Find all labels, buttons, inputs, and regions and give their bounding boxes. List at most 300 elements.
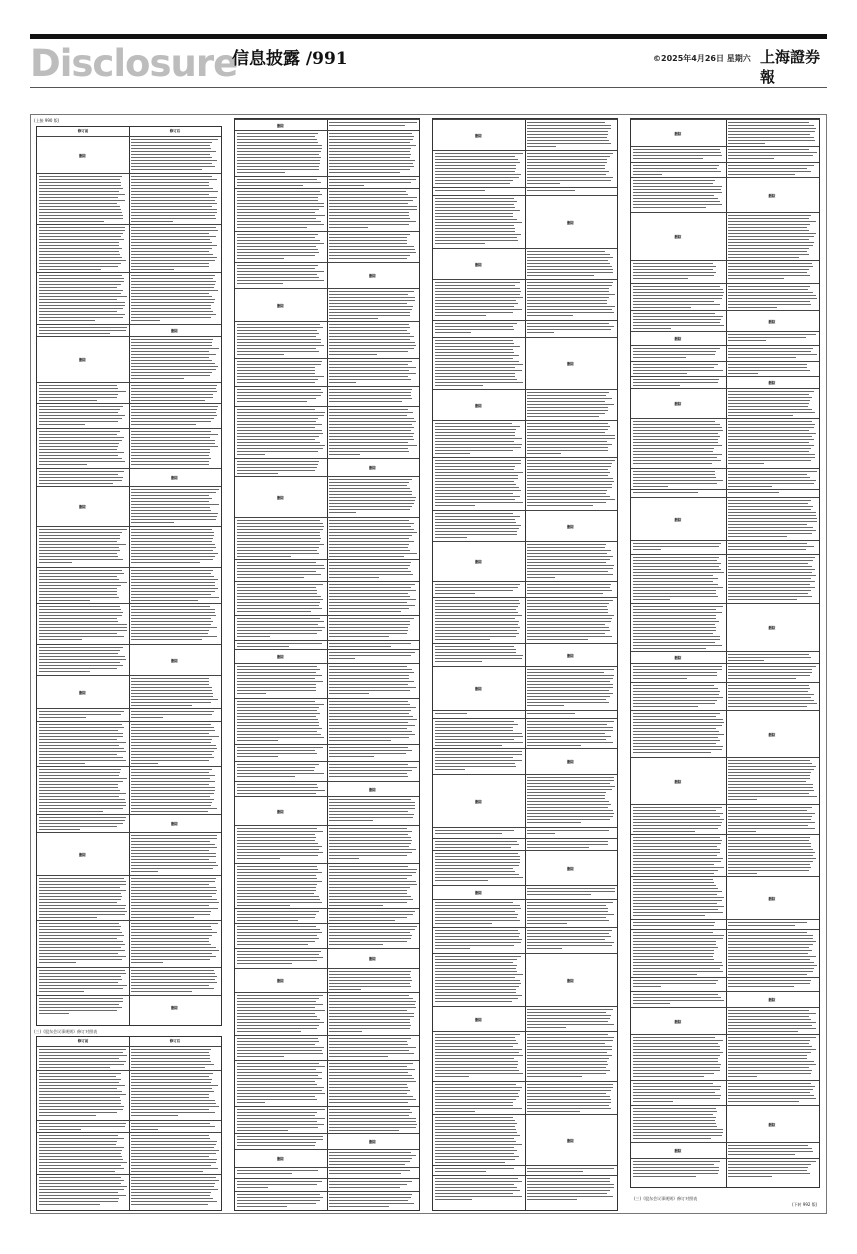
table-cell	[37, 403, 129, 428]
table-cell	[726, 540, 819, 554]
table-cell	[726, 757, 819, 804]
table-cell	[631, 331, 726, 345]
table-cell	[631, 1142, 726, 1158]
deleted-label: 删除	[475, 133, 482, 138]
table-cell	[37, 272, 129, 324]
deleted-label: 删除	[171, 476, 178, 480]
table-cell	[327, 761, 419, 781]
table-cell	[235, 698, 327, 744]
table-cell	[433, 885, 525, 899]
table-cell	[235, 1106, 327, 1133]
table-cell	[37, 644, 129, 675]
table-cell	[631, 991, 726, 1007]
table-cell	[726, 876, 819, 919]
table-cell	[129, 832, 221, 875]
table-cell	[726, 991, 819, 1007]
table-cell	[129, 336, 221, 382]
table-cell	[525, 597, 617, 643]
table-cell	[129, 428, 221, 468]
table-cell	[129, 1120, 221, 1132]
deleted-label: 删除	[768, 998, 776, 1002]
table-cell	[327, 559, 419, 581]
table-cell	[129, 1132, 221, 1174]
table-cell	[37, 995, 129, 1018]
header-before: 修订前	[77, 1039, 89, 1043]
deleted-label: 删除	[277, 979, 284, 983]
table-cell	[327, 406, 419, 458]
deleted-label: 删除	[79, 852, 86, 857]
table-cell	[726, 919, 819, 929]
table-cell	[235, 1060, 327, 1106]
table-cell	[235, 406, 327, 458]
table-cell	[235, 386, 327, 406]
table-cell	[726, 1034, 819, 1080]
table-cell	[37, 920, 129, 967]
table-cell	[129, 814, 221, 832]
table-cell	[726, 376, 819, 388]
table-cell	[433, 1175, 525, 1202]
table-cell	[327, 1060, 419, 1106]
table-cell	[235, 476, 327, 517]
table-cell	[37, 136, 129, 173]
table-cell	[525, 1031, 617, 1081]
deleted-label: 删除	[171, 1005, 178, 1010]
table-cell	[726, 651, 819, 663]
deleted-label: 删除	[674, 402, 682, 406]
deleted-label: 删除	[674, 131, 682, 136]
table-cell	[726, 331, 819, 345]
deleted-label: 删除	[674, 517, 682, 522]
table-cell	[327, 476, 419, 517]
sub-section-title: (三)《股东会议事规则》修订对照表	[634, 1196, 698, 1201]
deleted-label: 删除	[674, 779, 682, 784]
table-cell	[327, 1191, 419, 1210]
table-cell	[433, 953, 525, 1006]
masthead-divider	[30, 87, 827, 88]
masthead	[30, 44, 827, 84]
table-cell	[37, 1070, 129, 1120]
table-cell	[129, 136, 221, 173]
table-cell	[327, 581, 419, 615]
table-cell	[433, 279, 525, 320]
table-cell	[433, 899, 525, 927]
table-cell	[433, 581, 525, 597]
table-cell	[525, 195, 617, 248]
continued-from: (上接 990 版)	[34, 118, 60, 123]
table-cell	[631, 603, 726, 651]
deleted-label: 删除	[567, 760, 574, 764]
table-cell	[631, 361, 726, 376]
table-cell	[129, 526, 221, 567]
deleted-label: 删除	[567, 524, 574, 529]
table-cell	[37, 1120, 129, 1132]
table-cell	[37, 721, 129, 766]
table-cell	[525, 927, 617, 953]
table-cell	[37, 224, 129, 272]
table-cell	[37, 324, 129, 336]
table-cell	[327, 744, 419, 761]
table-cell	[235, 262, 327, 288]
table-cell	[525, 748, 617, 774]
table-cell	[433, 389, 525, 420]
table-cell	[129, 382, 221, 403]
deleted-label: 删除	[79, 153, 86, 158]
table-cell	[525, 1081, 617, 1114]
deleted-label: 删除	[674, 656, 682, 660]
deleted-label: 删除	[369, 787, 376, 792]
table-cell	[235, 781, 327, 796]
table-cell	[631, 663, 726, 682]
table-cell	[726, 929, 819, 977]
table-cell	[235, 744, 327, 761]
table-cell	[631, 1080, 726, 1105]
table-cell	[433, 119, 525, 150]
table-cell	[433, 1031, 525, 1081]
table-cell	[433, 718, 525, 748]
table-cell	[433, 927, 525, 953]
table-cell	[525, 710, 617, 718]
table-cell	[525, 774, 617, 827]
table-cell	[327, 992, 419, 1035]
table-cell	[37, 382, 129, 403]
table-cell	[235, 288, 327, 321]
table-cell	[525, 718, 617, 748]
table-cell	[525, 953, 617, 1006]
deleted-label: 删除	[567, 866, 574, 871]
table-cell	[129, 766, 221, 814]
table-cell	[327, 358, 419, 386]
table-cell	[327, 863, 419, 908]
table-cell	[433, 597, 525, 643]
table-cell	[327, 231, 419, 262]
table-cell	[631, 162, 726, 177]
table-cell	[726, 977, 819, 991]
header-after: 修订后	[169, 129, 181, 133]
table-cell	[525, 510, 617, 541]
table-cell	[525, 885, 617, 899]
table-cell	[433, 748, 525, 774]
table-cell	[433, 1006, 525, 1031]
deleted-label: 删除	[768, 732, 776, 737]
table-cell	[726, 1080, 819, 1105]
table-cell	[726, 468, 819, 489]
table-cell	[631, 710, 726, 757]
table-cell	[235, 923, 327, 948]
table-cell	[235, 1178, 327, 1191]
table-cell	[525, 337, 617, 389]
table-cell	[726, 345, 819, 361]
table-cell	[631, 283, 726, 310]
table-cell	[129, 967, 221, 995]
table-cell	[129, 324, 221, 336]
table-cell	[525, 541, 617, 581]
table-cell	[37, 1046, 129, 1070]
amendment-table-1	[36, 126, 222, 1026]
table-cell	[726, 212, 819, 260]
sub-section-title: (三)《股东会议事规则》修订对照表	[34, 1029, 98, 1034]
table-cell	[433, 774, 525, 827]
table-cell	[433, 710, 525, 718]
table-cell	[726, 497, 819, 540]
table-cell	[631, 834, 726, 876]
section-logo: Disclosure	[30, 42, 238, 85]
table-cell	[235, 517, 327, 559]
deleted-label: 删除	[171, 822, 178, 826]
table-cell	[631, 1007, 726, 1034]
deleted-label: 删除	[475, 891, 482, 895]
header-before: 修订前	[77, 129, 89, 133]
table-cell	[726, 804, 819, 834]
table-cell	[726, 834, 819, 876]
table-cell	[327, 825, 419, 863]
table-cell	[327, 1133, 419, 1149]
table-cell	[129, 875, 221, 920]
table-cell	[327, 1178, 419, 1191]
deleted-label: 删除	[475, 403, 482, 408]
table-cell	[726, 1007, 819, 1034]
table-cell	[327, 386, 419, 406]
table-cell	[433, 320, 525, 337]
table-cell	[631, 682, 726, 710]
deleted-label: 删除	[475, 560, 482, 564]
table-cell	[327, 1149, 419, 1167]
table-cell	[129, 403, 221, 428]
newspaper-name: 上海證券報	[760, 48, 821, 86]
deleted-label: 删除	[171, 658, 178, 663]
table-cell	[327, 649, 419, 663]
table-cell	[235, 559, 327, 581]
table-cell	[37, 173, 129, 224]
table-cell	[37, 1174, 129, 1209]
table-cell	[726, 682, 819, 710]
table-cell	[433, 420, 525, 457]
table-cell	[631, 310, 726, 331]
table-cell	[525, 850, 617, 885]
top-rule	[30, 34, 827, 39]
table-cell	[129, 224, 221, 272]
amendment-table-3	[234, 118, 420, 1211]
table-cell	[726, 146, 819, 162]
table-cell	[235, 321, 327, 358]
table-cell	[525, 643, 617, 666]
table-cell	[129, 468, 221, 486]
table-cell	[129, 272, 221, 324]
table-cell	[631, 804, 726, 834]
table-cell	[726, 603, 819, 651]
table-cell	[235, 640, 327, 649]
table-cell	[327, 458, 419, 476]
table-cell	[433, 337, 525, 389]
table-cell	[327, 1106, 419, 1133]
table-cell	[433, 150, 525, 187]
deleted-label: 删除	[768, 626, 776, 630]
table-cell	[631, 212, 726, 260]
table-cell	[726, 1105, 819, 1142]
table-cell	[726, 283, 819, 310]
table-cell	[433, 541, 525, 581]
table-cell	[235, 1149, 327, 1167]
table-cell	[129, 721, 221, 766]
table-cell	[327, 698, 419, 744]
table-cell	[235, 358, 327, 386]
table-cell	[235, 663, 327, 698]
table-cell	[37, 336, 129, 382]
table-cell	[631, 376, 726, 388]
table-cell	[726, 418, 819, 468]
table-cell	[433, 643, 525, 666]
deleted-label: 删除	[567, 220, 574, 225]
amendment-table-5	[630, 118, 820, 1188]
table-cell	[631, 757, 726, 804]
deleted-label: 删除	[369, 274, 376, 278]
table-cell	[235, 863, 327, 908]
deleted-label: 删除	[277, 123, 284, 128]
table-cell	[37, 428, 129, 468]
table-cell	[327, 781, 419, 796]
table-cell	[433, 850, 525, 885]
table-cell	[235, 992, 327, 1035]
table-cell	[631, 977, 726, 991]
table-cell	[129, 567, 221, 603]
table-cell	[37, 1132, 129, 1174]
table-cell	[235, 581, 327, 615]
table-cell	[235, 761, 327, 781]
table-cell	[433, 248, 525, 279]
table-cell	[129, 1070, 221, 1120]
deleted-label: 删除	[674, 337, 682, 341]
table-cell	[327, 130, 419, 176]
table-cell	[37, 486, 129, 526]
table-cell	[327, 321, 419, 358]
table-cell	[235, 119, 327, 130]
table-cell	[327, 948, 419, 968]
table-cell	[433, 1081, 525, 1114]
deleted-label: 删除	[475, 1017, 482, 1022]
table-cell	[433, 827, 525, 838]
table-cell	[37, 675, 129, 708]
table-cell	[37, 708, 129, 721]
table-cell	[235, 1035, 327, 1060]
table-cell	[631, 1105, 726, 1142]
deleted-label: 删除	[567, 1138, 574, 1143]
table-cell	[433, 666, 525, 710]
table-cell	[525, 187, 617, 195]
table-cell	[327, 517, 419, 559]
deleted-label: 删除	[567, 362, 574, 366]
table-cell	[327, 188, 419, 231]
table-cell	[631, 489, 726, 497]
continued-note: (下转 992 版)	[792, 1202, 818, 1207]
table-cell	[726, 388, 819, 418]
deleted-label: 删除	[171, 329, 178, 333]
deleted-label: 删除	[475, 687, 482, 691]
table-cell	[631, 919, 726, 929]
table-cell	[525, 581, 617, 597]
table-cell	[433, 1165, 525, 1175]
table-cell	[726, 663, 819, 682]
table-cell	[433, 838, 525, 850]
table-cell	[327, 262, 419, 288]
table-cell	[433, 510, 525, 541]
table-cell	[525, 457, 617, 510]
deleted-label: 删除	[567, 978, 574, 983]
table-cell	[235, 130, 327, 176]
table-cell	[129, 675, 221, 708]
table-cell	[726, 119, 819, 146]
table-cell	[631, 1034, 726, 1080]
table-cell	[235, 1167, 327, 1178]
table-cell	[327, 796, 419, 825]
deleted-label: 删除	[768, 193, 776, 198]
deleted-label: 删除	[369, 466, 376, 470]
table-cell	[525, 248, 617, 279]
deleted-label: 删除	[567, 653, 574, 658]
table-cell	[726, 554, 819, 603]
table-cell	[235, 948, 327, 968]
table-cell	[631, 177, 726, 212]
table-cell	[631, 554, 726, 603]
table-cell	[631, 146, 726, 162]
deleted-label: 删除	[79, 690, 86, 695]
table-cell	[525, 666, 617, 710]
table-cell	[525, 1006, 617, 1031]
deleted-label: 删除	[768, 896, 776, 901]
table-cell	[37, 832, 129, 875]
table-cell	[327, 908, 419, 923]
table-cell	[327, 968, 419, 992]
table-cell	[631, 418, 726, 468]
deleted-label: 删除	[768, 381, 776, 385]
deleted-label: 删除	[277, 495, 284, 500]
table-cell	[327, 663, 419, 698]
table-cell	[327, 615, 419, 640]
table-cell	[37, 603, 129, 644]
table-cell	[631, 540, 726, 554]
table-cell	[129, 173, 221, 224]
table-cell	[631, 260, 726, 283]
table-cell	[129, 644, 221, 675]
deleted-label: 删除	[475, 262, 482, 267]
table-cell	[631, 119, 726, 146]
amendment-table-2	[36, 1036, 222, 1211]
table-cell	[235, 1133, 327, 1149]
table-cell	[631, 651, 726, 663]
table-cell	[631, 497, 726, 540]
table-cell	[631, 468, 726, 489]
table-cell	[235, 176, 327, 188]
table-cell	[37, 567, 129, 603]
table-cell	[726, 310, 819, 331]
table-cell	[525, 119, 617, 150]
table-cell	[37, 526, 129, 567]
table-cell	[235, 615, 327, 640]
table-cell	[726, 1158, 819, 1179]
deleted-label: 删除	[674, 235, 682, 239]
table-cell	[327, 1035, 419, 1060]
table-cell	[129, 1046, 221, 1070]
table-cell	[631, 929, 726, 977]
table-cell	[37, 814, 129, 832]
table-cell	[525, 1175, 617, 1202]
table-cell	[327, 1167, 419, 1178]
table-cell	[129, 920, 221, 967]
table-cell	[525, 389, 617, 420]
table-cell	[235, 968, 327, 992]
deleted-label: 删除	[768, 1122, 776, 1127]
table-cell	[327, 119, 419, 130]
table-cell	[525, 150, 617, 187]
table-cell	[631, 388, 726, 418]
